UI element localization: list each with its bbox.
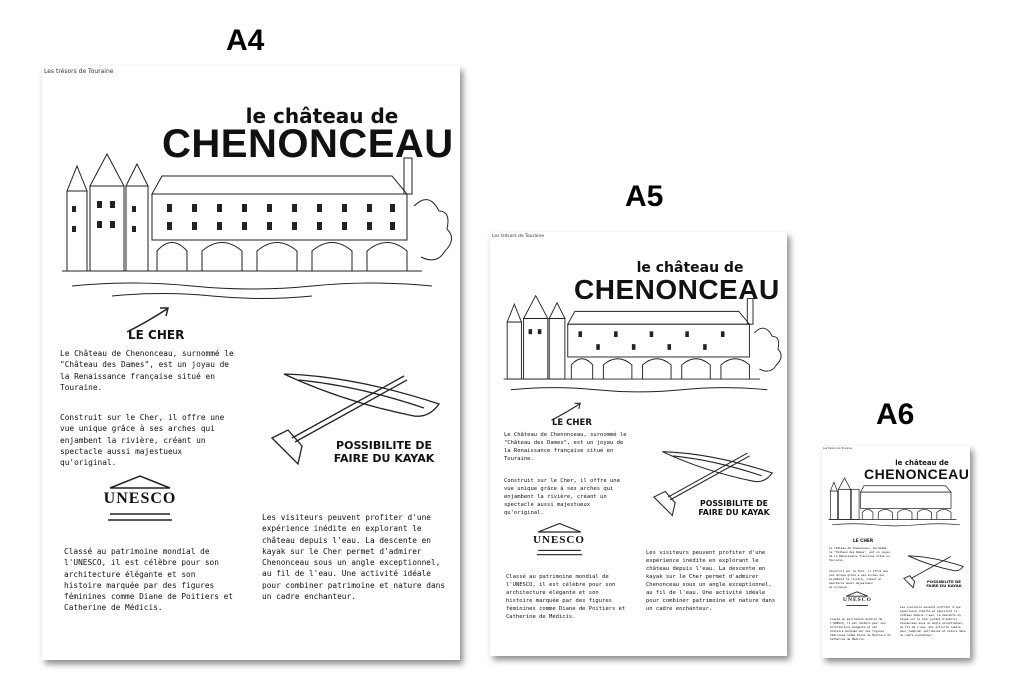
poster-header: Les trésors de Touraine <box>823 447 852 450</box>
kayak-label: POSSIBILITE DE FAIRE DU KAYAK <box>926 579 962 589</box>
poster-a4 <box>42 66 460 660</box>
castle-drawing <box>825 475 967 532</box>
kayak-paragraph: Les visiteurs peuvent profiter d'une expérience inédite en explorant le château depuis l'eau. La descente en kayak sur le Cher permet d'admirer Chenonceau sous un angle exceptionnel, au fil de l'eau. Une activité idéale pour combiner patrimoine et nature dans un cadre enchanteur. <box>262 513 446 602</box>
poster-title-big: CHENONCEAU <box>864 466 970 482</box>
poster-header: Les trésors de Touraine <box>44 68 114 75</box>
river-label: LE CHER <box>128 328 185 342</box>
unesco-paragraph: Classé au patrimoine mondial de l'UNESCO, il est célèbre pour son architecture élégante et son histoire marquée par des figures féminines comme Diane de Poitiers et Catherine de Médicis. <box>506 574 626 620</box>
kayak-paragraph: Les visiteurs peuvent profiter d'une expérience inédite en explorant le château depuis l'eau. La descente en kayak sur le Cher permet d'admirer Chenonceau sous un angle exceptionnel, au fil de l'eau. Une activité idéale pour combiner patrimoine et nature dans un cadre enchanteur. <box>646 550 776 612</box>
unesco-paragraph: Classé au patrimoine mondial de l'UNESCO, il est célèbre pour son architecture élégante et son histoire marquée par des figures féminines comme Diane de Poitiers et Catherine de Médicis. <box>64 547 233 613</box>
intro-paragraph: Le Château de Chenonceau, surnommé le "Château des Dames", est un joyau de la Renaissance française situé en Touraine. <box>829 546 890 563</box>
castle-drawing <box>496 290 782 404</box>
arches-paragraph: Construit sur le Cher, il offre une vue unique grâce à ses arches qui enjambent la rivière, créant un spectacle aussi majestueux qu'original. <box>829 569 888 590</box>
poster-title-small: le château de <box>636 260 744 276</box>
format-label-a5: A5 <box>625 180 664 213</box>
poster-header: Les trésors de Touraine <box>492 234 545 239</box>
format-label-a6: A6 <box>876 398 915 431</box>
kayak-label: POSSIBILITE DE FAIRE DU KAYAK <box>333 439 435 465</box>
poster-title-big: CHENONCEAU <box>574 274 780 305</box>
poster-title-big: CHENONCEAU <box>162 122 454 166</box>
unesco-label: UNESCO <box>103 490 177 507</box>
poster-a6 <box>822 446 970 658</box>
intro-paragraph: Le Château de Chenonceau, surnommé le "Château des Dames", est un joyau de la Renaissance française situé en Touraine. <box>504 432 627 462</box>
arches-paragraph: Construit sur le Cher, il offre une vue unique grâce à ses arches qui enjambent la rivière, créant un spectacle aussi majestueux qu'original. <box>504 478 620 516</box>
kayak-paragraph: Les visiteurs peuvent profiter d'une expérience inédite en explorant le château depuis l'eau. La descente en kayak sur le Cher permet d'admirer Chenonceau sous un angle exceptionnel, au fil de l'eau. Une activité idéale pour combiner patrimoine et nature dans un cadre enchanteur. <box>900 605 966 638</box>
river-label: LE CHER <box>552 418 592 428</box>
poster-title-small: le château de <box>245 104 399 128</box>
poster-a5 <box>490 232 787 656</box>
arches-paragraph: Construit sur le Cher, il offre une vue unique grâce à ses arches qui enjambent la rivière, créant un spectacle aussi majestueux qu'original. <box>60 413 225 468</box>
poster-title-small: le château de <box>895 459 949 467</box>
unesco-label: UNESCO <box>533 534 585 546</box>
river-label: LE CHER <box>853 539 874 544</box>
format-label-a4: A4 <box>226 24 265 57</box>
unesco-paragraph: Classé au patrimoine mondial de l'UNESCO, il est célèbre pour son architecture élégante et son histoire marquée par des figures féminines comme Diane de Poitiers et Catherine de Médicis. <box>830 617 891 642</box>
castle-drawing <box>52 146 452 306</box>
unesco-label: UNESCO <box>843 597 872 603</box>
kayak-label: POSSIBILITE DE FAIRE DU KAYAK <box>698 499 770 517</box>
intro-paragraph: Le Château de Chenonceau, surnommé le "Château des Dames", est un joyau de la Renaissance française situé en Touraine. <box>60 349 234 392</box>
